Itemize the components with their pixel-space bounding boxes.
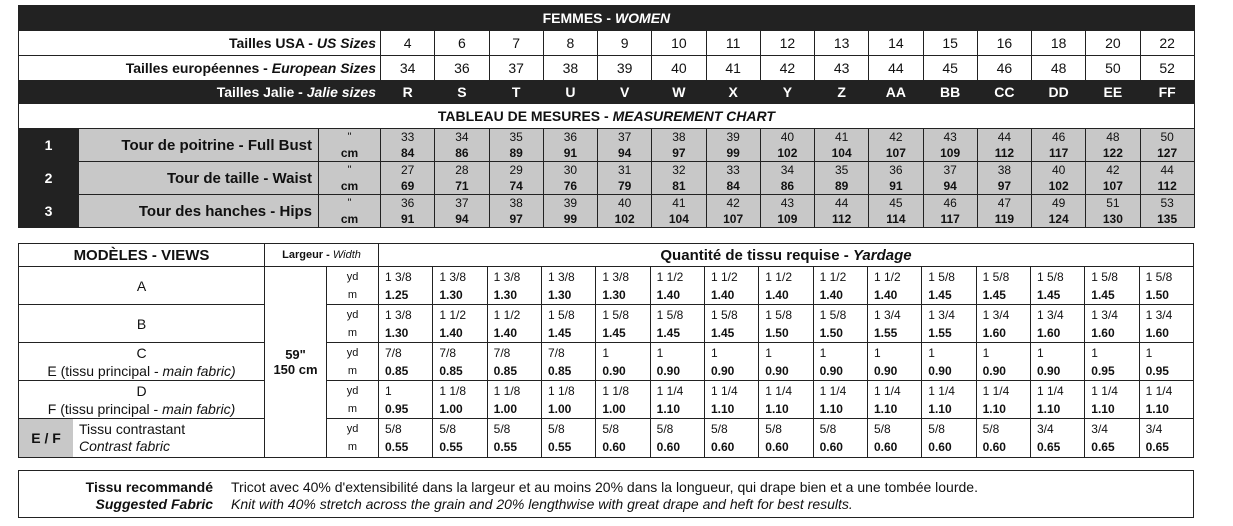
yardage-cell: 1 5/8 1.45 <box>650 305 704 343</box>
measurement-cell: 43 109 <box>760 195 814 228</box>
yardage-cell: 5/8 0.60 <box>650 419 704 458</box>
width-value: 59" 150 cm <box>265 267 327 458</box>
yardage-cell: 1 5/8 1.45 <box>704 305 758 343</box>
jalie-size-cell: R <box>381 81 435 104</box>
yardage-cell: 1 1/8 1.00 <box>596 381 650 419</box>
measurement-cell: 33 84 <box>706 162 760 195</box>
us-size-cell: 13 <box>815 31 869 56</box>
eu-size-cell: 43 <box>815 56 869 81</box>
measurement-cell: 30 76 <box>543 162 597 195</box>
measurement-cell: 48 122 <box>1086 129 1140 162</box>
yardage-cell: 1 3/8 1.30 <box>541 267 595 305</box>
yardage-cell: 1 1/2 1.40 <box>650 267 704 305</box>
yardage-cell: 1 1/4 1.10 <box>759 381 813 419</box>
yardage-cell: 5/8 0.55 <box>487 419 541 458</box>
jalie-size-cell: BB <box>923 81 977 104</box>
yardage-cell: 3/4 0.65 <box>1085 419 1139 458</box>
jalie-size-label: Tailles Jalie - Jalie sizes <box>19 81 381 104</box>
eu-size-cell: 37 <box>489 56 543 81</box>
unit-label: " cm <box>319 195 381 228</box>
us-size-label: Tailles USA - US Sizes <box>19 31 381 56</box>
us-size-cell: 6 <box>435 31 489 56</box>
measurement-cell: 34 86 <box>760 162 814 195</box>
fabric-text-en: Knit with 40% stretch across the grain and 20% lengthwise with great drape and heft for best results. <box>231 496 853 512</box>
yardage-cell: 7/8 0.85 <box>541 343 595 381</box>
measurement-cell: 38 97 <box>652 129 706 162</box>
yardage-cell: 1 1/8 1.00 <box>541 381 595 419</box>
measurement-label: Tour de taille - Waist <box>79 162 319 195</box>
yardage-cell: 5/8 0.60 <box>976 419 1030 458</box>
measurement-number: 3 <box>19 195 79 228</box>
us-size-cell: 20 <box>1086 31 1140 56</box>
measurement-cell: 45 114 <box>869 195 923 228</box>
yardage-cell: 1 0.90 <box>1030 343 1084 381</box>
eu-size-cell: 41 <box>706 56 760 81</box>
measurement-cell: 42 107 <box>1086 162 1140 195</box>
yardage-cell: 1 0.90 <box>759 343 813 381</box>
jalie-size-cell: DD <box>1032 81 1086 104</box>
yardage-cell: 1 3/4 1.60 <box>1030 305 1084 343</box>
yardage-header: Quantité de tissu requise - Yardage <box>379 244 1194 267</box>
measurement-cell: 28 71 <box>435 162 489 195</box>
yardage-cell: 5/8 0.55 <box>541 419 595 458</box>
measurement-cell: 42 107 <box>869 129 923 162</box>
fabric-label-fr: Tissu recommandé <box>85 479 213 495</box>
views-header: MODÈLES - VIEWS <box>19 244 265 267</box>
measurement-cell: 44 112 <box>1140 162 1194 195</box>
yardage-cell: 1 1/4 1.10 <box>1139 381 1193 419</box>
measurement-cell: 31 79 <box>598 162 652 195</box>
measurement-cell: 36 91 <box>869 162 923 195</box>
us-size-cell: 14 <box>869 31 923 56</box>
yardage-cell: 1 0.95 <box>1085 343 1139 381</box>
jalie-size-cell: X <box>706 81 760 104</box>
eu-size-cell: 38 <box>543 56 597 81</box>
measurement-cell: 37 94 <box>435 195 489 228</box>
yardage-unit: yd m <box>327 305 379 343</box>
yardage-cell: 5/8 0.60 <box>759 419 813 458</box>
yardage-cell: 1 0.90 <box>596 343 650 381</box>
yardage-cell: 1 3/4 1.55 <box>867 305 921 343</box>
yardage-cell: 1 3/4 1.60 <box>1139 305 1193 343</box>
measurement-number: 2 <box>19 162 79 195</box>
eu-size-cell: 46 <box>977 56 1031 81</box>
measurement-cell: 39 99 <box>543 195 597 228</box>
yardage-cell: 5/8 0.60 <box>922 419 976 458</box>
measurement-cell: 37 94 <box>598 129 652 162</box>
view-label: A <box>19 267 265 305</box>
fabric-text-fr: Tricot avec 40% d'extensibilité dans la largeur et au moins 20% dans la longueur, qui drape bien et a une tombée lourde. <box>231 479 978 495</box>
yardage-cell: 1 1/4 1.10 <box>1030 381 1084 419</box>
yardage-cell: 1 1/4 1.10 <box>922 381 976 419</box>
yardage-cell: 1 0.90 <box>813 343 867 381</box>
yardage-cell: 1 1/8 1.00 <box>433 381 487 419</box>
measurement-cell: 43 109 <box>923 129 977 162</box>
eu-size-cell: 40 <box>652 56 706 81</box>
yardage-cell: 7/8 0.85 <box>379 343 433 381</box>
measurement-label: Tour des hanches - Hips <box>79 195 319 228</box>
yardage-cell: 1 5/8 1.45 <box>596 305 650 343</box>
jalie-size-cell: Z <box>815 81 869 104</box>
yardage-cell: 1 0.90 <box>704 343 758 381</box>
yardage-cell: 1 3/8 1.30 <box>596 267 650 305</box>
measurement-cell: 37 94 <box>923 162 977 195</box>
view-label: E / F Tissu contrastant Contrast fabric <box>19 419 265 458</box>
measurement-cell: 42 107 <box>706 195 760 228</box>
measurement-cell: 34 86 <box>435 129 489 162</box>
yardage-cell: 5/8 0.60 <box>813 419 867 458</box>
yardage-cell: 1 1/4 1.10 <box>704 381 758 419</box>
measurement-cell: 47 119 <box>977 195 1031 228</box>
yardage-cell: 3/4 0.65 <box>1139 419 1193 458</box>
yardage-cell: 1 1/4 1.10 <box>976 381 1030 419</box>
yardage-cell: 1 0.90 <box>976 343 1030 381</box>
yardage-cell: 1 5/8 1.45 <box>922 267 976 305</box>
measurement-cell: 46 117 <box>923 195 977 228</box>
yardage-cell: 1 3/8 1.30 <box>379 305 433 343</box>
women-header: FEMMES - WOMEN <box>19 6 1195 31</box>
us-size-cell: 9 <box>598 31 652 56</box>
yardage-cell: 5/8 0.55 <box>433 419 487 458</box>
yardage-cell: 1 1/2 1.40 <box>759 267 813 305</box>
fabric-label-en: Suggested Fabric <box>95 496 213 512</box>
measurement-cell: 44 112 <box>815 195 869 228</box>
jalie-size-cell: CC <box>977 81 1031 104</box>
yardage-cell: 1 1/4 1.10 <box>867 381 921 419</box>
yardage-cell: 1 0.90 <box>867 343 921 381</box>
yardage-cell: 1 0.90 <box>922 343 976 381</box>
measurement-cell: 44 112 <box>977 129 1031 162</box>
suggested-fabric-box <box>18 470 1194 518</box>
measurement-cell: 35 89 <box>489 129 543 162</box>
yardage-cell: 3/4 0.65 <box>1030 419 1084 458</box>
eu-size-cell: 44 <box>869 56 923 81</box>
us-size-cell: 4 <box>381 31 435 56</box>
yardage-cell: 5/8 0.60 <box>596 419 650 458</box>
measurement-cell: 40 102 <box>1032 162 1086 195</box>
jalie-size-cell: FF <box>1140 81 1194 104</box>
yardage-cell: 1 5/8 1.45 <box>541 305 595 343</box>
yardage-unit: yd m <box>327 343 379 381</box>
yardage-cell: 1 1/4 1.10 <box>1085 381 1139 419</box>
eu-size-cell: 50 <box>1086 56 1140 81</box>
yardage-table <box>18 243 1194 458</box>
measurement-cell: 46 117 <box>1032 129 1086 162</box>
width-header: Largeur - Width <box>265 244 379 267</box>
us-size-cell: 8 <box>543 31 597 56</box>
us-size-cell: 22 <box>1140 31 1194 56</box>
measurement-cell: 36 91 <box>381 195 435 228</box>
yardage-cell: 1 5/8 1.50 <box>813 305 867 343</box>
us-size-cell: 7 <box>489 31 543 56</box>
eu-size-cell: 52 <box>1140 56 1194 81</box>
jalie-size-cell: S <box>435 81 489 104</box>
yardage-cell: 1 1/8 1.00 <box>487 381 541 419</box>
yardage-cell: 5/8 0.55 <box>379 419 433 458</box>
eu-size-cell: 42 <box>760 56 814 81</box>
yardage-cell: 5/8 0.60 <box>867 419 921 458</box>
yardage-cell: 1 1/2 1.40 <box>704 267 758 305</box>
yardage-unit: yd m <box>327 267 379 305</box>
us-size-cell: 11 <box>706 31 760 56</box>
yardage-cell: 7/8 0.85 <box>487 343 541 381</box>
measurement-chart-title: TABLEAU DE MESURES - MEASUREMENT CHART <box>19 104 1195 129</box>
us-size-cell: 15 <box>923 31 977 56</box>
yardage-cell: 1 0.95 <box>1139 343 1193 381</box>
yardage-cell: 1 1/2 1.40 <box>813 267 867 305</box>
measurement-cell: 50 127 <box>1140 129 1194 162</box>
yardage-cell: 1 3/4 1.60 <box>1085 305 1139 343</box>
measurement-cell: 32 81 <box>652 162 706 195</box>
yardage-unit: yd m <box>327 381 379 419</box>
measurement-cell: 36 91 <box>543 129 597 162</box>
measurement-cell: 38 97 <box>489 195 543 228</box>
measurement-number: 1 <box>19 129 79 162</box>
yardage-cell: 1 1/2 1.40 <box>433 305 487 343</box>
yardage-cell: 1 5/8 1.50 <box>1139 267 1193 305</box>
jalie-size-cell: U <box>543 81 597 104</box>
jalie-size-cell: EE <box>1086 81 1140 104</box>
yardage-cell: 1 5/8 1.45 <box>1030 267 1084 305</box>
measurement-label: Tour de poitrine - Full Bust <box>79 129 319 162</box>
yardage-cell: 1 1/4 1.10 <box>650 381 704 419</box>
view-label: B <box>19 305 265 343</box>
yardage-unit: yd m <box>327 419 379 458</box>
yardage-cell: 1 3/8 1.25 <box>379 267 433 305</box>
measurement-cell: 49 124 <box>1032 195 1086 228</box>
us-size-cell: 18 <box>1032 31 1086 56</box>
jalie-size-cell: Y <box>760 81 814 104</box>
yardage-cell: 1 5/8 1.45 <box>1085 267 1139 305</box>
view-label: D F (tissu principal - main fabric) <box>19 381 265 419</box>
eu-size-cell: 34 <box>381 56 435 81</box>
view-label: C E (tissu principal - main fabric) <box>19 343 265 381</box>
jalie-size-cell: T <box>489 81 543 104</box>
measurement-cell: 33 84 <box>381 129 435 162</box>
yardage-cell: 1 5/8 1.45 <box>976 267 1030 305</box>
measurement-cell: 27 69 <box>381 162 435 195</box>
measurement-cell: 41 104 <box>652 195 706 228</box>
eu-size-cell: 39 <box>598 56 652 81</box>
measurement-cell: 35 89 <box>815 162 869 195</box>
measurement-cell: 40 102 <box>760 129 814 162</box>
eu-size-cell: 36 <box>435 56 489 81</box>
yardage-cell: 1 5/8 1.50 <box>759 305 813 343</box>
yardage-cell: 1 1/2 1.40 <box>487 305 541 343</box>
yardage-cell: 1 3/8 1.30 <box>487 267 541 305</box>
measurement-cell: 51 130 <box>1086 195 1140 228</box>
yardage-cell: 1 1/2 1.40 <box>867 267 921 305</box>
unit-label: " cm <box>319 129 381 162</box>
yardage-cell: 1 3/8 1.30 <box>433 267 487 305</box>
unit-label: " cm <box>319 162 381 195</box>
jalie-size-cell: W <box>652 81 706 104</box>
yardage-cell: 1 3/4 1.55 <box>922 305 976 343</box>
yardage-cell: 1 3/4 1.60 <box>976 305 1030 343</box>
size-chart-table <box>18 5 1195 228</box>
measurement-cell: 40 102 <box>598 195 652 228</box>
us-size-cell: 10 <box>652 31 706 56</box>
eu-size-cell: 45 <box>923 56 977 81</box>
jalie-size-cell: AA <box>869 81 923 104</box>
measurement-cell: 53 135 <box>1140 195 1194 228</box>
measurement-cell: 38 97 <box>977 162 1031 195</box>
measurement-cell: 39 99 <box>706 129 760 162</box>
yardage-cell: 1 0.95 <box>379 381 433 419</box>
yardage-cell: 7/8 0.85 <box>433 343 487 381</box>
eu-size-cell: 48 <box>1032 56 1086 81</box>
yardage-cell: 5/8 0.60 <box>704 419 758 458</box>
us-size-cell: 16 <box>977 31 1031 56</box>
yardage-cell: 1 1/4 1.10 <box>813 381 867 419</box>
yardage-cell: 1 0.90 <box>650 343 704 381</box>
measurement-cell: 41 104 <box>815 129 869 162</box>
us-size-cell: 12 <box>760 31 814 56</box>
eu-size-label: Tailles européennes - European Sizes <box>19 56 381 81</box>
measurement-cell: 29 74 <box>489 162 543 195</box>
jalie-size-cell: V <box>598 81 652 104</box>
